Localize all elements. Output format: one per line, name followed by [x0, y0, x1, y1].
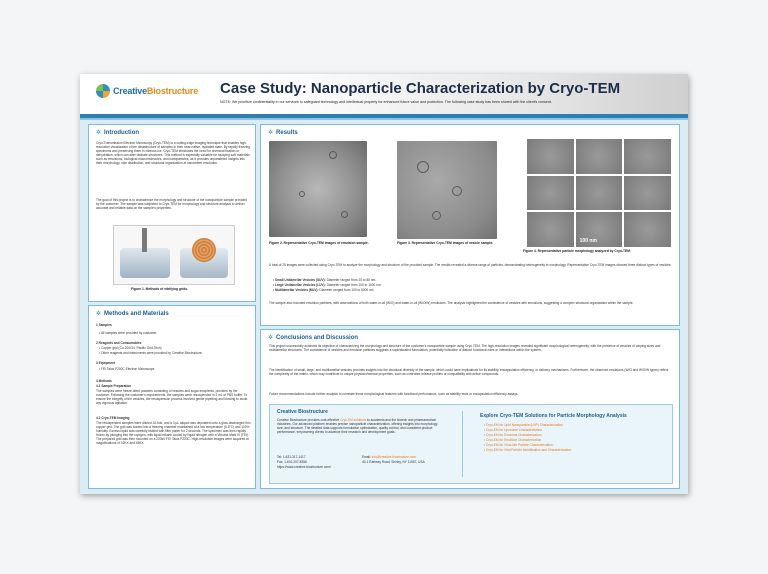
conclusions-heading: Conclusions and Discussion	[276, 334, 359, 341]
morphology-panel	[576, 176, 623, 211]
luv-bullet: • Large Unilamellar Vesicles (LUV): Diameter ranged from 100 to 1000 nm.	[273, 283, 382, 287]
samples-title: 1 Samples	[96, 323, 112, 327]
contact-divider	[462, 411, 463, 477]
vesicle-marker	[452, 186, 462, 196]
explore-link-viral-particle-text[interactable]: Cryo-EM for Viral Particle Identification and Characterization	[486, 448, 571, 452]
introduction-paragraph-2: The goal of this project is to characterize the morphology and structure of the nanoparticle sample provided by the customer. The sample was subjected to Cryo-TEM for morphology and structure analysis to deliver accurate and reliable data on the sample's properties.	[96, 198, 247, 211]
explore-link-liposome-text[interactable]: Cryo-EM for Liposome Characterization	[486, 428, 542, 432]
suv-label: Small Unilamellar Vesicles (SUV):	[275, 278, 326, 282]
figure-2-caption: Figure 2. Representative Cryo-TEM images of emulsion sample.	[269, 241, 369, 245]
grid-illustration	[192, 238, 216, 262]
email-label: Email:	[362, 455, 371, 459]
molecule-icon: ✲	[268, 130, 274, 136]
company-description	[277, 418, 445, 434]
poster-title: Case Study: Nanoparticle Characterization by Cryo-TEM	[220, 80, 621, 97]
morphology-panel	[624, 176, 671, 211]
particle-marker	[329, 151, 337, 159]
conclusions-panel	[260, 329, 680, 489]
email-link[interactable]: info@creative-biostructure.com	[371, 455, 416, 459]
results-header	[268, 129, 298, 136]
logo-part2: Biostructure	[146, 86, 199, 96]
results-paragraph-2: The sample also included emulsion particles, with observations of both water-in-oil (W/O) and water-in-oil (W/O/W) emulsions. The analysis highlighted the coexistence of vesicles with emulsions, suggesting a complex structural organization within the sample.	[269, 301, 634, 305]
luv-text: Diameter ranged from 100 to 1000 nm.	[326, 283, 382, 287]
company-name: Creative Biostructure	[277, 409, 328, 415]
company-description-start: Creative Biostructure provides cost-effective	[277, 418, 340, 422]
particle-morphology-grid	[527, 139, 671, 247]
conclusions-paragraph-2: The identification of small, large, and multilamellar vesicles provides insights into the structural diversity of the sample, which could have implications for its stability, encapsulation efficiency, or delivery mechanisms. Furthermore, the observed emulsions (W/O and W/O/W types) reflect the complexity of the matrix, which may contribute to unique physicochemical properties, such as controlled release profiles or compatibility with active compounds.	[269, 368, 669, 377]
morphology-panel	[624, 212, 671, 247]
sample-prep-title: 4.1 Sample Preparation	[96, 384, 132, 388]
logo-icon	[96, 84, 110, 98]
introduction-panel	[88, 124, 256, 302]
vesicle-cryo-tem-image	[397, 141, 497, 239]
results-panel	[260, 124, 680, 326]
figure-4-caption: Figure 4. Representative particle morphology analyzed by Cryo-TEM.	[523, 249, 631, 253]
explore-link-exosome-text[interactable]: Cryo-EM for Exosome Characterization	[486, 433, 542, 437]
introduction-paragraph-1: Cryo-Transmission Electron Microscopy (Cryo-TEM) is a cutting-edge imaging technique that enables high-resolution visualization of the ultrastructure of samples in their near-native, hydrated state. By rapidly freezing specimens and preserving them in vitreous ice, Cryo-TEM eliminates the need for chemical fixation or dehydration, which can alter delicate structures. This method is especially valuable for studying soft materials such as emulsions, biological macromolecules, and nanoparticles, as it provides unparalleled insights into their morphology, size distribution, and structural organization at nanometer resolution.	[96, 141, 250, 166]
morphology-panel	[576, 139, 623, 174]
company-website[interactable]: https://www.creative-biostructure.com/	[277, 465, 331, 469]
explore-link-lnp-text[interactable]: Cryo-EM for Lipid Nanoparticle (LNP) Characterization	[486, 423, 563, 427]
morphology-panel	[527, 139, 574, 174]
explore-links	[484, 423, 571, 453]
methods-header	[96, 310, 169, 317]
explore-title: Explore Cryo-TEM Solutions for Particle Morphology Analysis	[480, 413, 627, 419]
company-fax: Fax: 1-631-207-8356	[277, 460, 307, 464]
reagent-item-1-text: Copper grid (Cu-200CN, Pacific Grid-Tech)	[101, 346, 162, 350]
molecule-icon: ✲	[96, 311, 102, 317]
methods-panel	[88, 305, 256, 489]
morphology-panel	[624, 139, 671, 174]
cryo-em-solutions-link[interactable]: Cryo-EM solutions	[340, 418, 367, 422]
figure-3-caption: Figure 3. Representative Cryo-TEM images of vesicle sample.	[397, 241, 494, 245]
morphology-panel	[576, 212, 623, 247]
molecule-icon: ✲	[96, 130, 102, 136]
vesicle-marker	[432, 211, 441, 220]
introduction-header	[96, 129, 139, 136]
explore-link-exosome[interactable]: • Cryo-EM for Exosome Characterization	[484, 433, 542, 437]
figure-1-caption: Figure 1. Methods of vitrifying grids.	[131, 287, 188, 291]
poster-header	[80, 74, 688, 114]
methods-heading: Methods and Materials	[104, 310, 169, 317]
equipment-item-text: FEI Talos F200C Electron Microscope	[101, 367, 155, 371]
plunger-illustration	[142, 228, 147, 252]
morphology-panel	[527, 212, 574, 247]
vitrification-figure	[113, 225, 235, 285]
luv-label: Large Unilamellar Vesicles (LUV):	[275, 283, 326, 287]
cryogen-container-illustration	[120, 248, 170, 278]
logo-text	[113, 86, 198, 96]
explore-link-lnp[interactable]: • Cryo-EM for Lipid Nanoparticle (LNP) Characterization	[484, 423, 563, 427]
conclusions-paragraph-1: This project successfully achieved its objective of characterizing the morphology and structure of the customer's nanoparticle sample using Cryo-TEM. The high-resolution images revealed significant morphological heterogeneity, with the presence of vesicles of varying sizes and multilamellar structures. The coexistence of vesicles and emulsion particles suggests a sophisticated formulation, potentially indicative of distinct functional roles or interactions within the system.	[269, 344, 661, 353]
scale-bar-label: 100 nm	[579, 238, 597, 244]
contact-box	[269, 404, 673, 484]
samples-item: • All samples were provided by customer.	[99, 331, 157, 335]
equipment-title: 3 Equipment	[96, 361, 116, 365]
company-tel: Tel: 1-631-317-1417	[277, 455, 306, 459]
reagent-item-2-text: Other reagents and instruments were provided by Creative Biostructure.	[101, 351, 203, 355]
company-email	[362, 455, 416, 459]
explore-link-emulsion[interactable]: • Cryo-EM for Emulsion Characterization	[484, 438, 542, 442]
conclusions-paragraph-3: Future recommendations include further analysis to correlate these morphological features with functional performance, such as stability tests or encapsulation efficiency assays.	[269, 392, 519, 396]
reagent-item-2: • Other reagents and instruments were provided by Creative Biostructure.	[99, 351, 203, 355]
equipment-item: • FEI Talos F200C Electron Microscope	[99, 367, 155, 371]
explore-link-vlp-text[interactable]: Cryo-EM for Virus-like Particle Characterization	[486, 443, 553, 447]
mlv-label: Multilamellar Vesicles (MLV):	[275, 288, 319, 292]
mlv-text: Diameter ranged from 100 to 5000 nm.	[319, 288, 375, 292]
sample-prep-text: The samples were freeze-dried powders consisting of vesicles and sugar excipients, provided by the customer. Following the customer's requirements, the samples were resuspended in 2 mL of PBS buffer. To ensure the integrity of the vesicles, the resuspension process involved gentle pipetting and blowing to avoid any vigorous agitation.	[96, 389, 248, 406]
reagents-title: 2 Reagents and Consumables	[96, 341, 142, 345]
imaging-title: 4.2 Cryo-TEM Imaging	[96, 416, 130, 420]
explore-link-vlp[interactable]: • Cryo-EM for Virus-like Particle Characterization	[484, 443, 553, 447]
conclusions-header	[268, 334, 358, 341]
explore-link-emulsion-text[interactable]: Cryo-EM for Emulsion Characterization	[486, 438, 542, 442]
reagent-item-1: • Copper grid (Cu-200CN, Pacific Grid-Tech)	[99, 346, 162, 350]
company-logo	[96, 84, 198, 98]
emulsion-cryo-tem-image	[269, 141, 367, 237]
morphology-panel	[527, 176, 574, 211]
company-description-end: to academia and the biotech and pharmaceutical industries. Our advanced platform enables precise nanoparticle characterization, offering insights into morphology, size, and structure. The detailed data supports formulation optimization, quality control, and consistent product performance, empowering clients to advance their research and development goals.	[277, 418, 438, 435]
molecule-icon: ✲	[268, 335, 274, 341]
suv-text: Diameter ranged from 20 to 80 nm.	[326, 278, 377, 282]
methods-subtitle: 4 Methods	[96, 379, 112, 383]
results-heading: Results	[276, 129, 298, 136]
particle-marker	[341, 211, 348, 218]
logo-part1: Creative	[113, 86, 147, 96]
particle-marker	[299, 191, 305, 197]
suv-bullet: • Small Unilamellar Vesicles (SUV): Diameter ranged from 20 to 80 nm.	[273, 278, 377, 282]
explore-link-viral-particle[interactable]: • Cryo-EM for Viral Particle Identification and Characterization	[484, 448, 571, 452]
mlv-bullet: • Multilamellar Vesicles (MLV): Diameter ranged from 100 to 5000 nm.	[273, 288, 375, 292]
explore-link-liposome[interactable]: • Cryo-EM for Liposome Characterization	[484, 428, 542, 432]
company-address: 40-1 Ramsey Road, Shirley, NY 11967, USA	[362, 460, 425, 464]
confidentiality-note: NOTE: We prioritize confidentiality in our services to safeguard technology and intellectual property for enhanced future value and protection. The following case study has been shared with the client's consent.	[220, 100, 552, 104]
samples-item-text: All samples were provided by customer.	[100, 331, 157, 335]
poster	[80, 74, 688, 494]
imaging-text: The resuspended samples were diluted 10-fold, and a 3 µL aliquot was deposited onto a glow-discharged thin copper grid. The grid was loaded into a freezing chamber maintained at a low temperature (5-8°C) and 100% humidity. Excess liquid was carefully blotted with filter paper for 2 seconds. The specimen was then rapidly frozen by plunging into the cryogen, with liquid ethane cooled by liquid nitrogen with a Vitrobot Mark IV (FEI). The prepared grid was then mounted on a 200kV FEI Talos F200C. High-resolution images were acquired at magnifications of 32KX and 45KX.	[96, 421, 251, 446]
vesicle-marker	[417, 161, 429, 173]
results-paragraph-1: A total of 25 images were collected using Cryo-TEM to analyze the morphology and structure of the provided sample. The results revealed a diverse range of particles, demonstrating heterogeneity in morphology. Representative Cryo-TEM images showed three distinct types of vesicles:	[269, 263, 672, 267]
introduction-heading: Introduction	[104, 129, 140, 136]
